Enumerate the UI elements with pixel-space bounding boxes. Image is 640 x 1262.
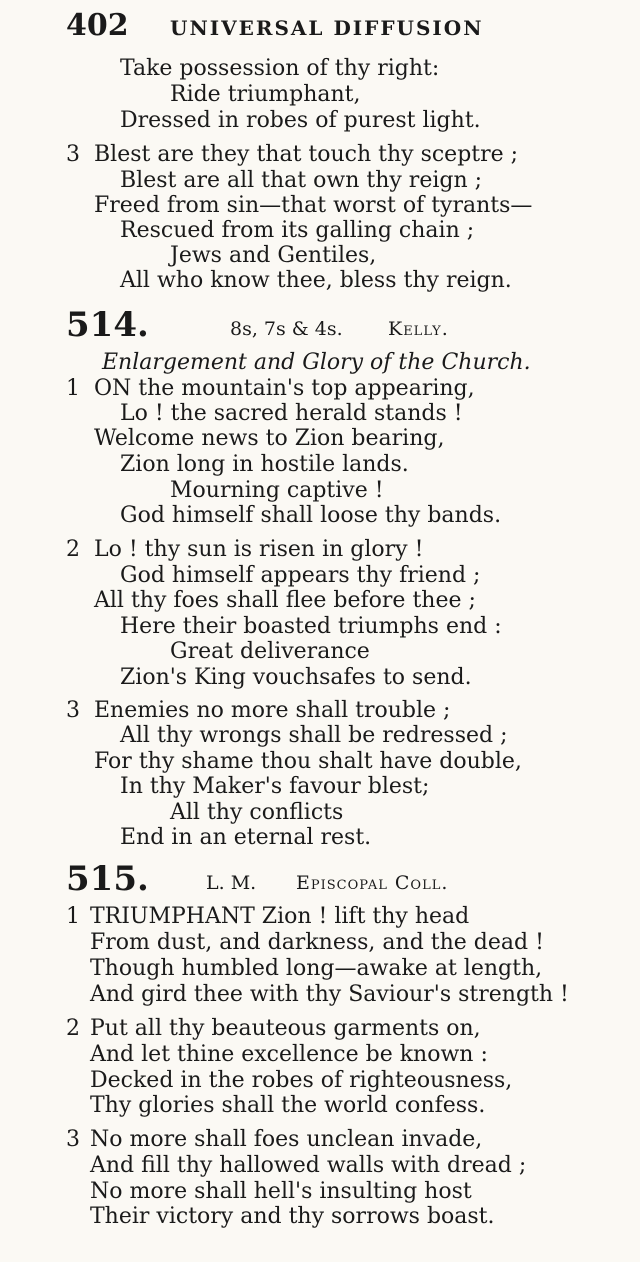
verse-line: And gird thee with thy Saviour's strength ! bbox=[90, 982, 569, 1007]
verse-line: Lo ! the sacred herald stands ! bbox=[120, 401, 463, 426]
tune-name: Episcopal Coll. bbox=[296, 872, 449, 894]
meter: L. M. bbox=[206, 872, 257, 894]
verse-line: God himself appears thy friend ; bbox=[120, 563, 481, 588]
verse-line: Decked in the robes of righteousness, bbox=[90, 1068, 513, 1093]
verse-line: And let thine excellence be known : bbox=[90, 1042, 488, 1067]
verse-line: God himself shall loose thy bands. bbox=[120, 503, 502, 528]
verse-line: From dust, and darkness, and the dead ! bbox=[90, 930, 544, 955]
verse-line: Rescued from its galling chain ; bbox=[120, 218, 475, 243]
verse-line: All thy wrongs shall be redressed ; bbox=[120, 723, 508, 748]
verse-line: All thy conflicts bbox=[170, 800, 344, 825]
verse-line: And fill thy hallowed walls with dread ; bbox=[90, 1153, 527, 1178]
verse-line: ON the mountain's top appearing, bbox=[94, 376, 475, 401]
stanza-number: 3 bbox=[66, 698, 80, 723]
verse-line: Ride triumphant, bbox=[170, 82, 361, 107]
stanza-number: 2 bbox=[66, 1016, 80, 1041]
verse-line: End in an eternal rest. bbox=[120, 825, 372, 850]
hymn-subtitle: Enlargement and Glory of the Church. bbox=[102, 350, 531, 375]
verse-line: In thy Maker's favour blest; bbox=[120, 774, 430, 799]
stanza-number: 1 bbox=[66, 376, 80, 401]
verse-line: Though humbled long—awake at length, bbox=[90, 956, 543, 981]
verse-line: Their victory and thy sorrows boast. bbox=[90, 1204, 495, 1229]
verse-line: Take possession of thy right: bbox=[120, 56, 440, 81]
verse-line: Welcome news to Zion bearing, bbox=[94, 426, 445, 451]
verse-line: No more shall hell's insulting host bbox=[90, 1179, 472, 1204]
stanza-number: 3 bbox=[66, 142, 80, 167]
verse-line: All who know thee, bless thy reign. bbox=[120, 268, 512, 293]
verse-line: Great deliverance bbox=[170, 639, 370, 664]
verse-line: Enemies no more shall trouble ; bbox=[94, 698, 451, 723]
verse-line: TRIUMPHANT Zion ! lift thy head bbox=[90, 904, 470, 929]
verse-line: Blest are all that own thy reign ; bbox=[120, 168, 483, 193]
verse-line: Blest are they that touch thy sceptre ; bbox=[94, 142, 519, 167]
page-header bbox=[66, 8, 626, 48]
verse-line: Thy glories shall the world confess. bbox=[90, 1093, 486, 1118]
stanza-number: 2 bbox=[66, 537, 80, 562]
stanza-number: 3 bbox=[66, 1127, 80, 1152]
stanza-number: 1 bbox=[66, 904, 80, 929]
verse-line: Here their boasted triumphs end : bbox=[120, 614, 502, 639]
verse-line: Lo ! thy sun is risen in glory ! bbox=[94, 537, 424, 562]
verse-line: Jews and Gentiles, bbox=[170, 243, 377, 268]
verse-line: For thy shame thou shalt have double, bbox=[94, 749, 522, 774]
verse-line: Mourning captive ! bbox=[170, 478, 384, 503]
hymn-number: 514. bbox=[66, 305, 149, 345]
verse-line: Zion's King vouchsafes to send. bbox=[120, 665, 472, 690]
meter: 8s, 7s & 4s. bbox=[230, 318, 343, 340]
verse-line: Freed from sin—that worst of tyrants— bbox=[94, 193, 533, 218]
verse-line: Zion long in hostile lands. bbox=[120, 452, 409, 477]
verse-line: All thy foes shall flee before thee ; bbox=[94, 588, 476, 613]
verse-line: No more shall foes unclean invade, bbox=[90, 1127, 483, 1152]
verse-line: Dressed in robes of purest light. bbox=[120, 108, 481, 133]
tune-name: Kelly. bbox=[388, 318, 449, 340]
running-head: UNIVERSAL DIFFUSION bbox=[170, 16, 484, 40]
page-number: 402 bbox=[66, 8, 129, 43]
hymn-number: 515. bbox=[66, 859, 149, 899]
verse-line: Put all thy beauteous garments on, bbox=[90, 1016, 481, 1041]
